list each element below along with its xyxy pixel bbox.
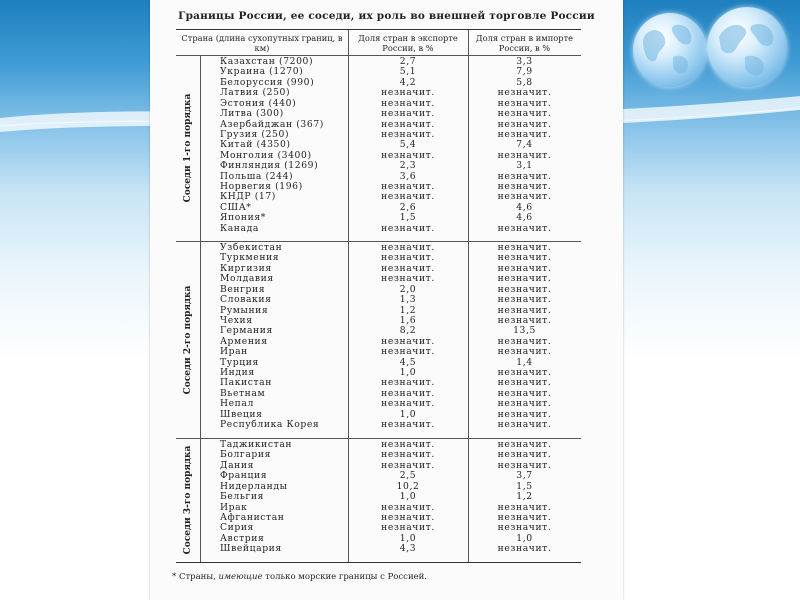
table-row — [176, 224, 581, 234]
country-cell: Украина (1270) — [220, 66, 304, 78]
export-cell: незначит. — [381, 118, 435, 130]
export-cell: незначит. — [381, 128, 435, 140]
group-label: Соседи 1-го порядка — [183, 93, 193, 203]
import-cell: незначит. — [497, 346, 552, 358]
country-cell: Эстония (440) — [220, 97, 297, 109]
export-cell: незначит. — [381, 449, 435, 461]
country-cell: Китай (4350) — [220, 139, 291, 151]
export-cell: 2,0 — [399, 283, 417, 295]
import-cell: 4,6 — [516, 201, 533, 213]
export-cell: незначит. — [381, 459, 435, 471]
country-cell: Туркмения — [220, 252, 280, 264]
import-cell: незначит. — [497, 262, 552, 274]
import-cell: незначит. — [497, 191, 552, 203]
export-cell: незначит. — [381, 181, 435, 193]
import-cell: незначит. — [497, 294, 552, 306]
import-cell: незначит. — [497, 439, 552, 450]
country-cell: Франция — [220, 470, 268, 482]
import-cell: 1,4 — [516, 356, 533, 368]
export-cell: незначит. — [381, 377, 435, 389]
country-cell: Швейцария — [220, 543, 282, 555]
country-cell: Польша (244) — [220, 170, 294, 182]
country-cell: Грузия (250) — [220, 128, 290, 140]
import-cell: 3,7 — [516, 470, 533, 482]
country-cell: Республика Корея — [220, 419, 320, 431]
import-cell: незначит. — [497, 242, 552, 253]
export-cell: незначит. — [381, 97, 435, 109]
import-cell: незначит. — [497, 128, 552, 140]
import-cell: незначит. — [497, 170, 552, 182]
country-cell: Литва (300) — [220, 108, 284, 120]
table-row — [176, 492, 581, 502]
header-export: Доля стран в экспорте России, в % — [358, 33, 458, 53]
import-cell: незначит. — [497, 252, 552, 264]
export-cell: 1,3 — [399, 294, 417, 306]
import-cell: незначит. — [497, 335, 552, 347]
table-row — [176, 109, 581, 119]
export-cell: 5,1 — [399, 66, 417, 78]
import-cell: 4,6 — [516, 212, 533, 224]
export-cell: незначит. — [381, 149, 435, 161]
import-cell: незначит. — [497, 87, 552, 99]
export-cell: 1,0 — [399, 532, 417, 544]
import-cell: 1,0 — [516, 532, 533, 544]
import-cell: незначит. — [497, 511, 552, 523]
export-cell: 1,0 — [399, 367, 417, 379]
document-title: Границы России, ее соседи, их роль во внешней торговле России — [178, 10, 595, 22]
export-cell: 1,2 — [399, 304, 417, 316]
export-cell: 1,0 — [399, 408, 417, 420]
export-cell: 2,3 — [399, 160, 417, 172]
export-cell: 5,4 — [399, 139, 417, 151]
export-cell: незначит. — [381, 191, 435, 203]
import-cell: 7,9 — [516, 66, 533, 78]
export-cell: 1,5 — [399, 212, 417, 224]
import-cell: 7,4 — [516, 139, 533, 151]
country-cell: Бельгия — [220, 491, 264, 503]
country-cell: Таджикистан — [220, 439, 293, 450]
country-cell: Молдавия — [220, 273, 274, 285]
country-cell: Финляндия (1269) — [220, 160, 319, 172]
country-cell: Вьетнам — [220, 387, 266, 399]
export-cell: незначит. — [381, 87, 435, 99]
table-row — [176, 544, 581, 554]
country-cell: Сирия — [220, 522, 254, 534]
country-cell: Чехия — [220, 314, 253, 326]
country-cell: Канада — [220, 222, 259, 234]
country-cell: Швеция — [220, 408, 263, 420]
export-cell: 4,5 — [399, 356, 417, 368]
import-cell: незначит. — [497, 314, 552, 326]
import-cell: незначит. — [497, 387, 552, 399]
import-cell: незначит. — [497, 181, 552, 193]
import-cell: незначит. — [497, 501, 552, 513]
header-import: Доля стран в импорте России, в % — [475, 33, 574, 53]
export-cell: 2,5 — [399, 470, 417, 482]
import-cell: незначит. — [497, 118, 552, 130]
table-row — [176, 295, 581, 305]
export-cell: незначит. — [381, 242, 435, 253]
import-cell: незначит. — [497, 97, 552, 109]
country-cell: Япония* — [220, 212, 266, 224]
import-cell: незначит. — [497, 419, 552, 431]
export-cell: 2,7 — [399, 56, 417, 67]
header-country: Страна (длина сухопутных границ, в км) — [181, 33, 343, 53]
country-cell: Австрия — [220, 532, 265, 544]
export-cell: незначит. — [381, 522, 435, 534]
export-cell: 1,6 — [399, 314, 417, 326]
import-cell: 1,2 — [516, 491, 533, 503]
group-label: Соседи 2-го порядка — [183, 285, 193, 394]
country-cell: Непал — [220, 398, 254, 410]
export-cell: незначит. — [381, 398, 435, 410]
country-cell: Индия — [220, 367, 255, 379]
import-cell: незначит. — [497, 377, 552, 389]
trade-table — [176, 29, 581, 563]
country-cell: КНДР (17) — [220, 191, 276, 203]
export-cell: незначит. — [381, 387, 435, 399]
import-cell: незначит. — [497, 273, 552, 285]
country-cell: Монголия (3400) — [220, 149, 312, 161]
country-cell: Ирак — [220, 501, 248, 513]
export-cell: 10,2 — [396, 480, 420, 492]
country-cell: Германия — [220, 325, 273, 337]
import-cell: незначит. — [497, 367, 552, 379]
country-cell: Иран — [220, 346, 248, 358]
country-cell: Узбекистан — [220, 242, 283, 253]
export-cell: 3,6 — [399, 170, 417, 182]
import-cell: незначит. — [497, 522, 552, 534]
country-cell: Румыния — [220, 304, 269, 316]
import-cell: незначит. — [497, 304, 552, 316]
country-cell: Азербайджан (367) — [220, 118, 324, 130]
import-cell: незначит. — [497, 459, 552, 471]
country-cell: Казахстан (7200) — [220, 56, 314, 67]
import-cell: незначит. — [497, 408, 552, 420]
export-cell: 4,3 — [399, 543, 417, 555]
country-cell: Болгария — [220, 449, 272, 461]
country-cell: Словакия — [220, 294, 272, 306]
export-cell: незначит. — [381, 419, 435, 431]
globe-icon — [633, 13, 707, 87]
import-cell: незначит. — [497, 449, 552, 461]
country-cell: Пакистан — [220, 377, 272, 389]
export-cell: незначит. — [381, 335, 435, 347]
export-cell: незначит. — [381, 108, 435, 120]
country-cell: Афганистан — [220, 511, 285, 523]
table-row — [176, 420, 581, 430]
export-cell: незначит. — [381, 439, 435, 450]
country-cell: Нидерланды — [220, 480, 288, 492]
country-cell: Белоруссия (990) — [220, 76, 315, 88]
import-cell: 5,8 — [516, 76, 533, 88]
country-cell: Венгрия — [220, 283, 266, 295]
export-cell: 1,0 — [399, 491, 417, 503]
import-cell: 3,3 — [516, 56, 533, 67]
export-cell: незначит. — [381, 346, 435, 358]
import-cell: незначит. — [497, 108, 552, 120]
country-cell: Армения — [220, 335, 268, 347]
import-cell: незначит. — [497, 222, 552, 234]
export-cell: незначит. — [381, 262, 435, 274]
export-cell: незначит. — [381, 222, 435, 234]
export-cell: незначит. — [381, 273, 435, 285]
export-cell: незначит. — [381, 501, 435, 513]
export-cell: 2,6 — [399, 201, 417, 213]
export-cell: 8,2 — [399, 325, 417, 337]
country-cell: Дания — [220, 459, 254, 471]
export-cell: 4,2 — [399, 76, 417, 88]
import-cell: 13,5 — [513, 325, 536, 337]
document-page — [150, 0, 623, 600]
import-cell: 1,5 — [516, 480, 533, 492]
import-cell: незначит. — [497, 543, 552, 555]
country-cell: Латвия (250) — [220, 87, 291, 99]
country-cell: Норвегия (196) — [220, 181, 303, 193]
import-cell: незначит. — [497, 283, 552, 295]
country-cell: Киргизия — [220, 262, 272, 274]
export-cell: незначит. — [381, 252, 435, 264]
import-cell: 3,1 — [516, 160, 533, 172]
country-cell: США* — [220, 201, 252, 213]
import-cell: незначит. — [497, 398, 552, 410]
footnote: * Страны, имеющие только морские границы с Россией. — [172, 572, 428, 582]
import-cell: незначит. — [497, 149, 552, 161]
export-cell: незначит. — [381, 511, 435, 523]
country-cell: Турция — [220, 356, 259, 368]
group-label: Соседи 3-го порядка — [183, 445, 193, 555]
globe-icon — [707, 7, 787, 87]
